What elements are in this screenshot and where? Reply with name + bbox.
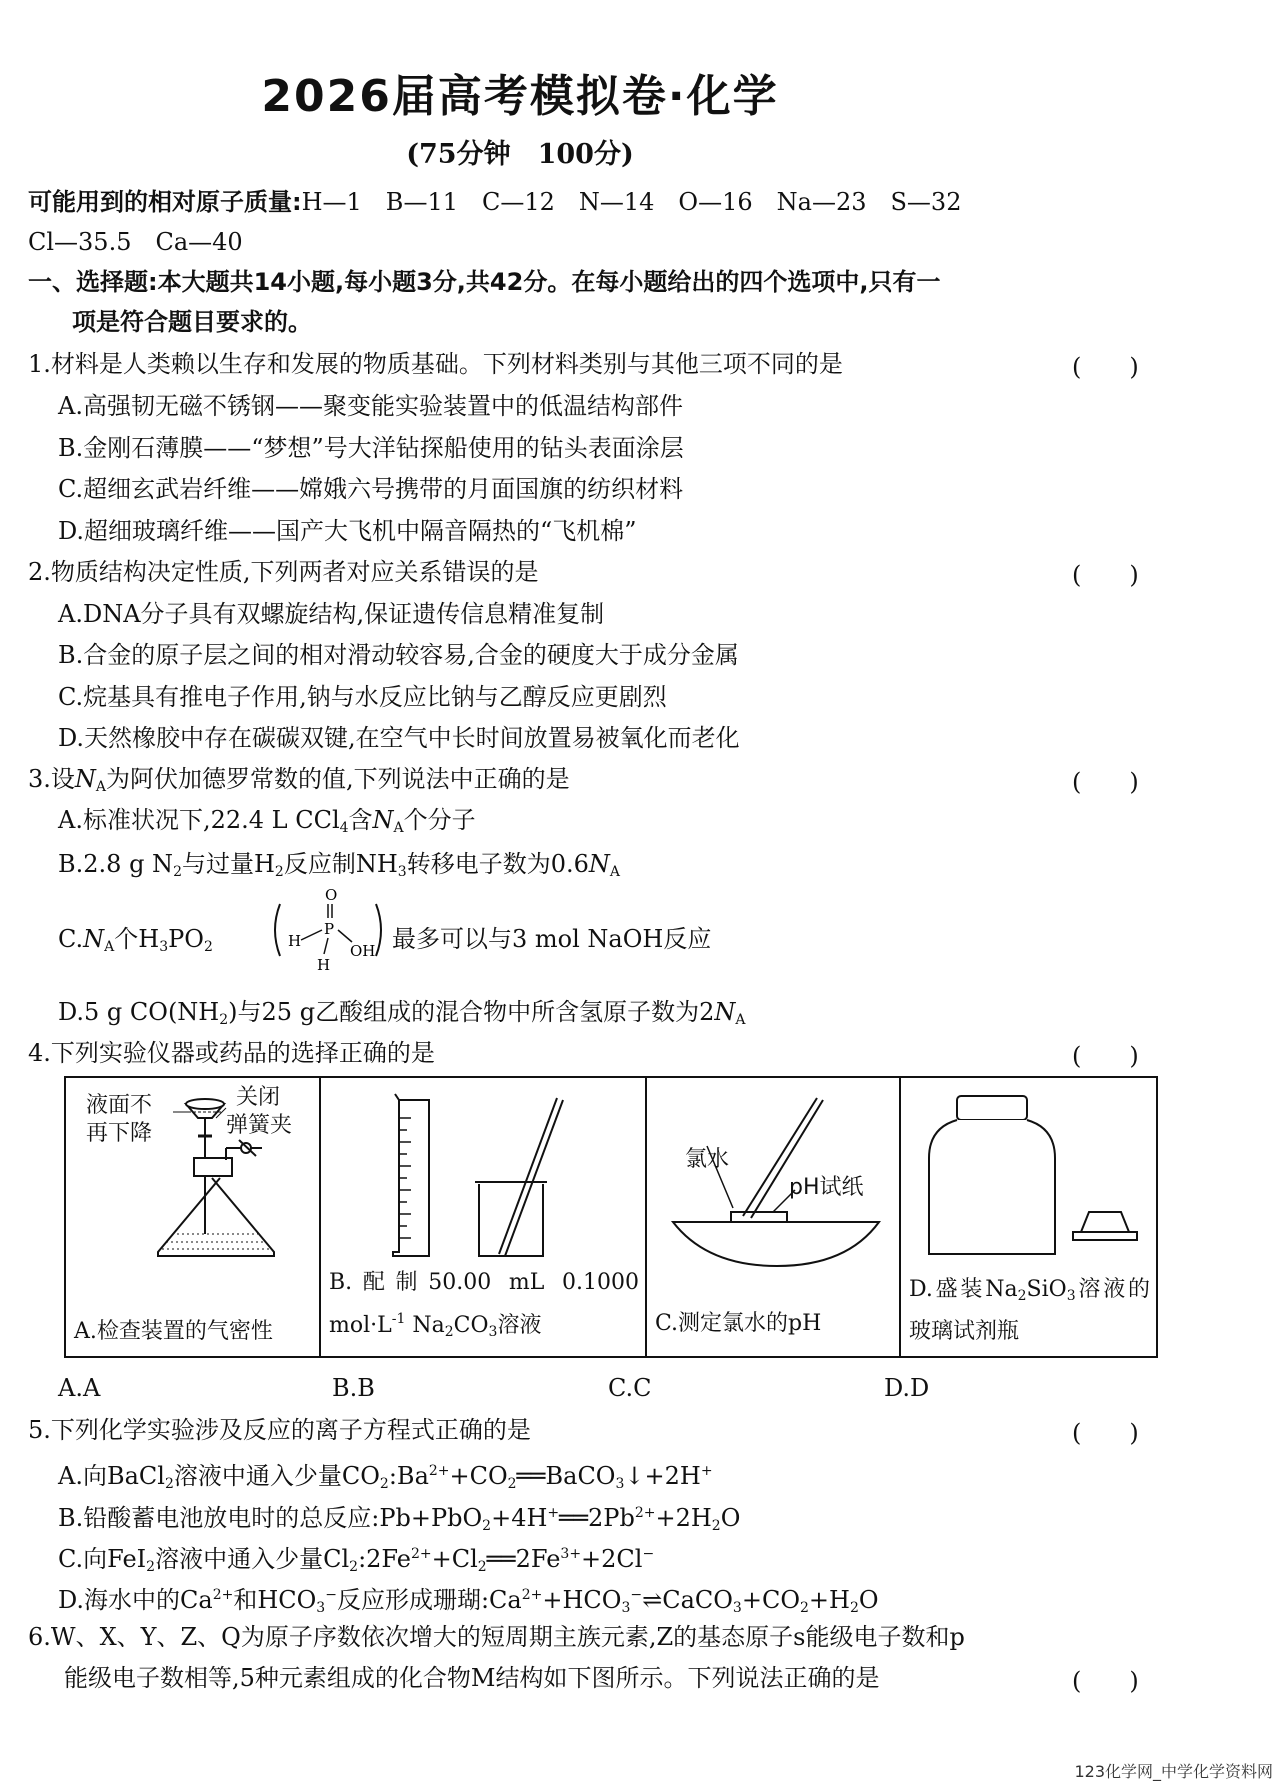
q3-option-a: A.标准状况下,22.4 L CCl$_4$含$N_A$个分子 [58,806,476,836]
site-watermark: 123化学网_中学化学资料网 [1074,1762,1273,1781]
caption-d: D.盛装$Na_2SiO_3$溶液的玻璃试剂瓶 [909,1277,1150,1344]
q3-option-d: D.5 g $CO(NH_2)$与25 g乙酸组成的混合物中所含氢原子数为$2N_A$ [58,998,746,1028]
svg-text:OH: OH [350,942,376,960]
label-chlorine-water: 氯水 [685,1147,730,1172]
q5-option-a: A.向BaCl$_2$溶液中通入少量$CO_2:Ba^{2+}+CO_2══BaCO_3↓+2H^+$ [58,1462,713,1492]
apparatus-cell-a [65,1077,320,1357]
apparatus-cell-d [900,1077,1157,1357]
caption-a: A.检查装置的气密性 [74,1319,273,1344]
q3-option-b: B.2.8 g $N_2$与过量$H_2$反应制$NH_3$转移电子数为$0.6N_A$ [58,850,620,880]
h3po2-structure [268,882,388,978]
svg-text:H: H [317,956,331,974]
apparatus-cell-c [646,1077,900,1357]
q4-option-c: C.C [608,1374,652,1402]
caption-c: C.测定氯水的pH [655,1311,822,1336]
q1-stem: 1.材料是人类赖以生存和发展的物质基础。下列材料类别与其他三项不同的是 [28,350,843,378]
page-title: 2026届高考模拟卷·化学 [261,71,779,122]
section-heading-cont: 项是符合题目要求的。 [72,308,312,336]
q4-option-a: A.A [58,1374,101,1402]
q2-option-c: C.烷基具有推电子作用,钠与水反应比钠与乙醇反应更剧烈 [58,683,667,711]
apparatus-table [64,1076,1158,1358]
q1-option-b: B.金刚石薄膜——“梦想”号大洋钻探船使用的钻头表面涂层 [58,434,684,462]
q3-option-c-tail: 最多可以与3 mol NaOH反应 [392,925,712,953]
q4-answer-blank[interactable]: ( ) [1072,1042,1139,1070]
label-liquid-level: 液面不 再下降 [86,1093,153,1146]
label-ph-paper: pH试纸 [789,1175,864,1200]
reagent-bottle-figure [901,1078,1153,1278]
q1-option-c: C.超细玄武岩纤维——嫦娥六号携带的月面国旗的纺织材料 [58,475,684,503]
atomic-masses-line2: Cl—35.5 Ca—40 [28,228,243,256]
q1-option-d: D.超细玻璃纤维——国产大飞机中隔音隔热的“飞机棉” [58,517,637,545]
atomic-masses-line1: 可能用到的相对原子质量:H—1 B—11 C—12 N—14 O—16 Na—23 S—32 [28,188,962,216]
q3-option-c: $C.N_A$个$H_3PO_2$ [58,925,213,955]
q2-option-a: A.DNA分子具有双螺旋结构,保证遗传信息精准复制 [58,600,605,628]
q5-option-d: D.海水中的$Ca^{2+}$和$HCO_3^-$反应形成珊瑚$:Ca^{2+}+HCO_3^-\rightleftharpoons CaCO_3+CO_2+H_2O$ [58,1586,879,1616]
q5-stem: 5.下列化学实验涉及反应的离子方程式正确的是 [28,1416,531,1444]
svg-text:P: P [324,920,335,938]
exam-info: (75分钟 100分) [406,139,634,170]
q1-option-a: A.高强韧无磁不锈钢——聚变能实验装置中的低温结构部件 [58,392,683,420]
q3-stem: 3.设$N_A$为阿伏加德罗常数的值,下列说法中正确的是 [28,765,570,795]
q2-answer-blank[interactable]: ( ) [1072,561,1139,589]
q2-stem: 2.物质结构决定性质,下列两者对应关系错误的是 [28,558,539,586]
apparatus-cell-b [320,1077,646,1357]
q5-option-c: C.向FeI$_2$溶液中通入少量$Cl_2:2Fe^{2+}+Cl_2══2Fe^{3+}+2Cl^-$ [58,1545,655,1575]
q5-answer-blank[interactable]: ( ) [1072,1419,1139,1447]
q6-answer-blank[interactable]: ( ) [1072,1667,1139,1695]
q5-option-b: B.铅酸蓄电池放电时的总反应$:Pb+PbO_2+4H^+══2Pb^{2+}+2H_2O$ [58,1504,741,1534]
q6-stem-line1: 6.W、X、Y、Z、Q为原子序数依次增大的短周期主族元素,Z的基态原子s能级电子数和p [28,1623,965,1651]
svg-text:H: H [288,932,302,950]
q6-stem-line2: 能级电子数相等,5种元素组成的化合物M结构如下图所示。下列说法正确的是 [64,1664,880,1692]
svg-text:O: O [325,886,338,904]
measuring-cylinder-figure [321,1078,645,1278]
q3-answer-blank[interactable]: ( ) [1072,768,1139,796]
q4-stem: 4.下列实验仪器或药品的选择正确的是 [28,1039,435,1067]
section-heading: 一、选择题:本大题共14小题,每小题3分,共42分。在每小题给出的四个选项中,只有一 [28,268,941,296]
q4-option-b: B.B [332,1374,375,1402]
label-close-clip: 关闭 弹簧夹 [226,1085,293,1138]
caption-b: B.配制50.00 mL 0.1000 $mol\cdot L^{-1}$ $Na_2CO_3$溶液 [329,1270,639,1340]
q2-option-b: B.合金的原子层之间的相对滑动较容易,合金的硬度大于成分金属 [58,641,739,669]
q2-option-d: D.天然橡胶中存在碳碳双键,在空气中长时间放置易被氧化而老化 [58,724,740,752]
q1-answer-blank[interactable]: ( ) [1072,353,1139,381]
q4-option-d: D.D [884,1374,930,1402]
